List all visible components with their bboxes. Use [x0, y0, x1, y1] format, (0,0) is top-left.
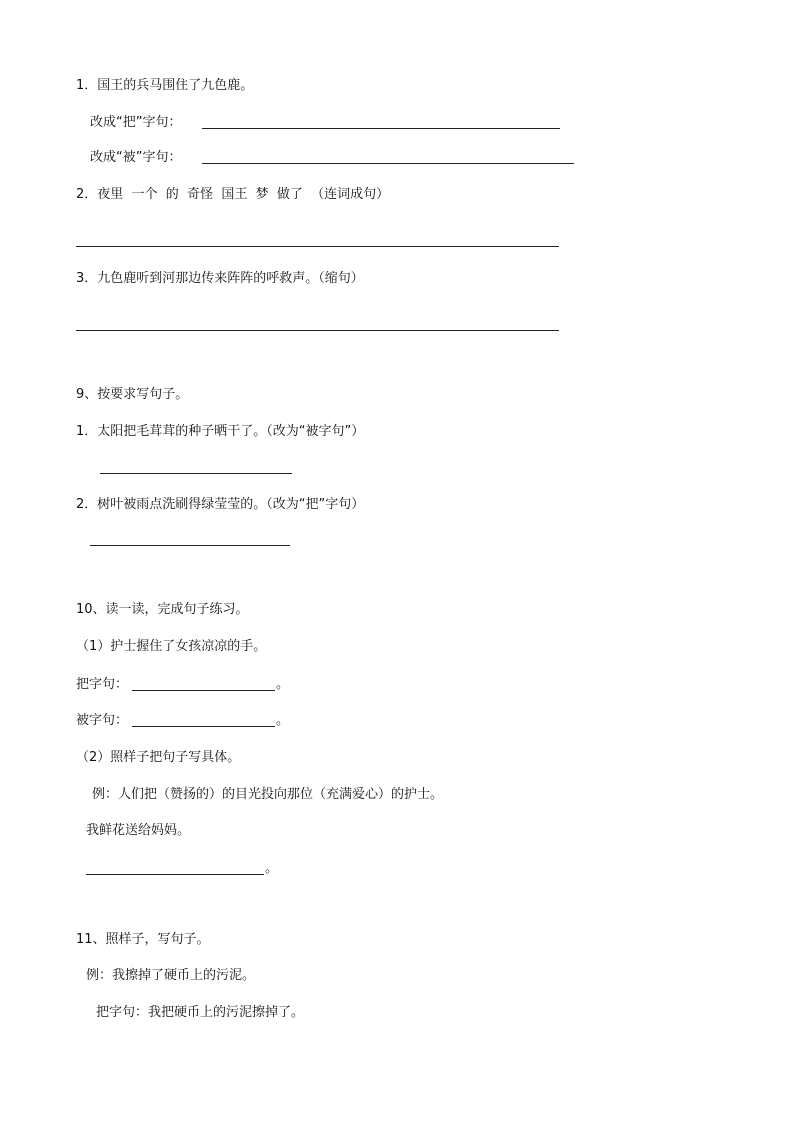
q8-item1-bei-label: 改成“被”字句：	[90, 150, 182, 165]
q8-item1-ba-answer-line[interactable]	[202, 128, 560, 129]
q10-task: 我鲜花送给妈妈。	[86, 823, 191, 838]
q8-item1-bei-answer-line[interactable]	[202, 163, 574, 164]
q9-item2: 2．树叶被雨点洗刷得绿莹莹的。（改为“把”字句）	[76, 497, 365, 512]
q8-item1-ba-label: 改成“把”字句：	[90, 115, 182, 130]
q11-example: 例：我擦掉了硬币上的污泥。	[86, 968, 256, 983]
q9-item1-answer-line[interactable]	[100, 473, 292, 474]
q9-item2-answer-line[interactable]	[90, 545, 290, 546]
q10-example: 例：人们把（赞扬的）的目光投向那位（充满爱心）的护士。	[92, 787, 444, 802]
q10-bei-period: 。	[276, 713, 290, 728]
q11-title: 11、照样子，写句子。	[76, 932, 210, 947]
q8-item3: 3．九色鹿听到河那边传来阵阵的呼救声。（缩句）	[76, 271, 364, 286]
q8-item2-answer-line[interactable]	[76, 246, 559, 247]
q10-task-period: 。	[265, 861, 279, 876]
q10-sub1: （1）护士握住了女孩凉凉的手。	[76, 639, 267, 654]
q8-item1: 1．国王的兵马围住了九色鹿。	[76, 78, 254, 93]
q8-item3-answer-line[interactable]	[76, 330, 559, 331]
q10-bei-label: 被字句：	[76, 713, 129, 728]
q10-bei-answer-line[interactable]	[132, 726, 275, 727]
q10-ba-answer-line[interactable]	[132, 690, 275, 691]
q10-ba-period: 。	[276, 677, 290, 692]
q10-ba-label: 把字句：	[76, 677, 129, 692]
q8-item2: 2．夜里 一个 的 奇怪 国王 梦 做了 （连词成句）	[76, 187, 390, 202]
q11-ba-example: 把字句：我把硬币上的污泥擦掉了。	[96, 1005, 305, 1020]
q10-task-answer-line[interactable]	[86, 874, 264, 875]
q10-sub2: （2）照样子把句子写具体。	[76, 750, 241, 765]
q9-item1: 1．太阳把毛茸茸的种子晒干了。（改为“被字句”）	[76, 424, 365, 439]
q10-title: 10、读一读，完成句子练习。	[76, 602, 249, 617]
q9-title: 9、按要求写句子。	[76, 387, 189, 402]
